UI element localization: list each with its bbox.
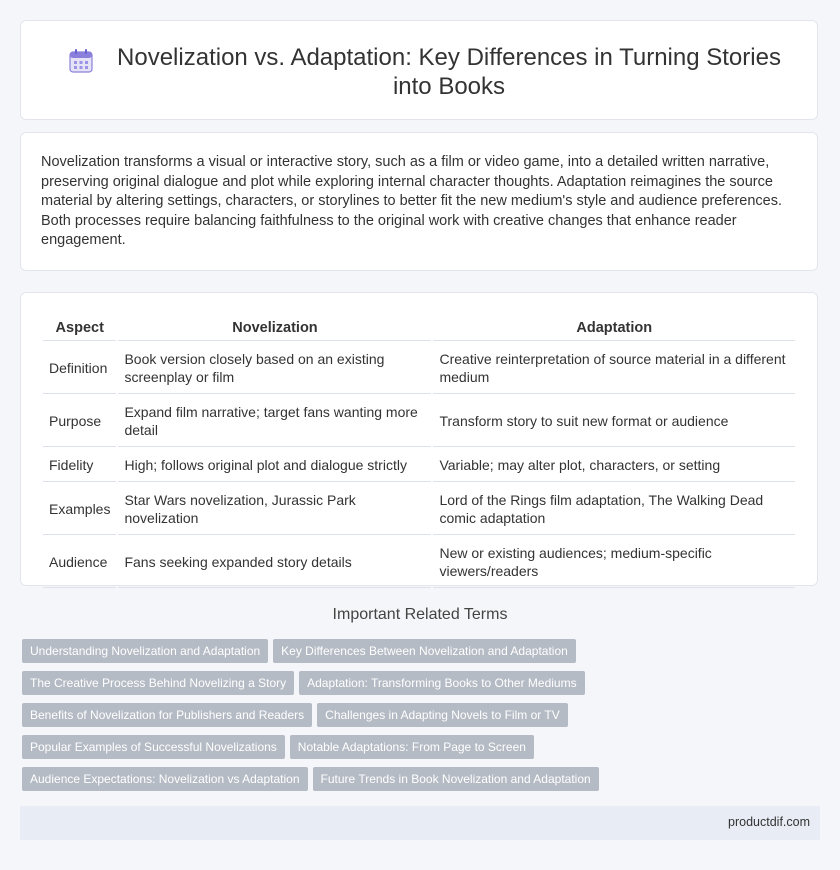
adaptation-cell: Lord of the Rings film adaptation, The Walking Dead comic adaptation (433, 484, 795, 535)
novelization-cell: Star Wars novelization, Jurassic Park novelization (118, 484, 431, 535)
header-novelization: Novelization (118, 316, 431, 341)
aspect-cell: Fidelity (43, 449, 116, 482)
related-term-link[interactable]: Audience Expectations: Novelization vs Adaptation (22, 767, 308, 791)
related-term-link[interactable]: Benefits of Novelization for Publishers and Readers (22, 703, 312, 727)
related-terms-list (22, 639, 812, 799)
table-row (43, 343, 795, 394)
related-term-link[interactable]: Notable Adaptations: From Page to Screen (290, 735, 534, 759)
title-card (20, 20, 818, 120)
related-term-link[interactable]: Popular Examples of Successful Novelizations (22, 735, 285, 759)
table-header-row (43, 316, 795, 341)
footer (20, 806, 820, 840)
table-row (43, 396, 795, 447)
header-aspect: Aspect (43, 316, 116, 341)
comparison-card (20, 292, 818, 586)
related-term-link[interactable]: Adaptation: Transforming Books to Other Mediums (299, 671, 584, 695)
related-term-link[interactable]: Challenges in Adapting Novels to Film or TV (317, 703, 568, 727)
novelization-cell: Fans seeking expanded story details (118, 537, 431, 588)
adaptation-cell: Creative reinterpretation of source material in a different medium (433, 343, 795, 394)
intro-paragraph: Novelization transforms a visual or interactive story, such as a film or video game, into a detailed written narrative, preserving original dialogue and plot while exploring internal character thoughts. Adaptation reimagines the source material by altering settings, characters, or storylines to better fit the new medium's style and audience preferences. Both processes require balancing faithfulness to the original work with creative changes that enhance reader engagement. (41, 154, 783, 248)
related-term-link[interactable]: Key Differences Between Novelization and Adaptation (273, 639, 576, 663)
header-adaptation: Adaptation (433, 316, 795, 341)
related-term-link[interactable]: The Creative Process Behind Novelizing a Story (22, 671, 294, 695)
aspect-cell: Definition (43, 343, 116, 394)
table-row (43, 537, 795, 588)
aspect-cell: Purpose (43, 396, 116, 447)
site-credit[interactable]: productdif.com (728, 815, 810, 829)
adaptation-cell: Variable; may alter plot, characters, or setting (433, 449, 795, 482)
related-term-link[interactable]: Future Trends in Book Novelization and Adaptation (313, 767, 599, 791)
novelization-cell: High; follows original plot and dialogue strictly (118, 449, 431, 482)
adaptation-cell: Transform story to suit new format or audience (433, 396, 795, 447)
novelization-cell: Book version closely based on an existing screenplay or film (118, 343, 431, 394)
related-term-link[interactable]: Understanding Novelization and Adaptation (22, 639, 268, 663)
comparison-table (41, 314, 797, 590)
table-row (43, 449, 795, 482)
related-terms-heading: Important Related Terms (332, 606, 508, 623)
page-title: Novelization vs. Adaptation: Key Differences in Turning Stories into Books (117, 44, 781, 100)
aspect-cell: Audience (43, 537, 116, 588)
table-row (43, 484, 795, 535)
novelization-cell: Expand film narrative; target fans wanting more detail (118, 396, 431, 447)
aspect-cell: Examples (43, 484, 116, 535)
intro-card (20, 132, 818, 271)
adaptation-cell: New or existing audiences; medium-specific viewers/readers (433, 537, 795, 588)
